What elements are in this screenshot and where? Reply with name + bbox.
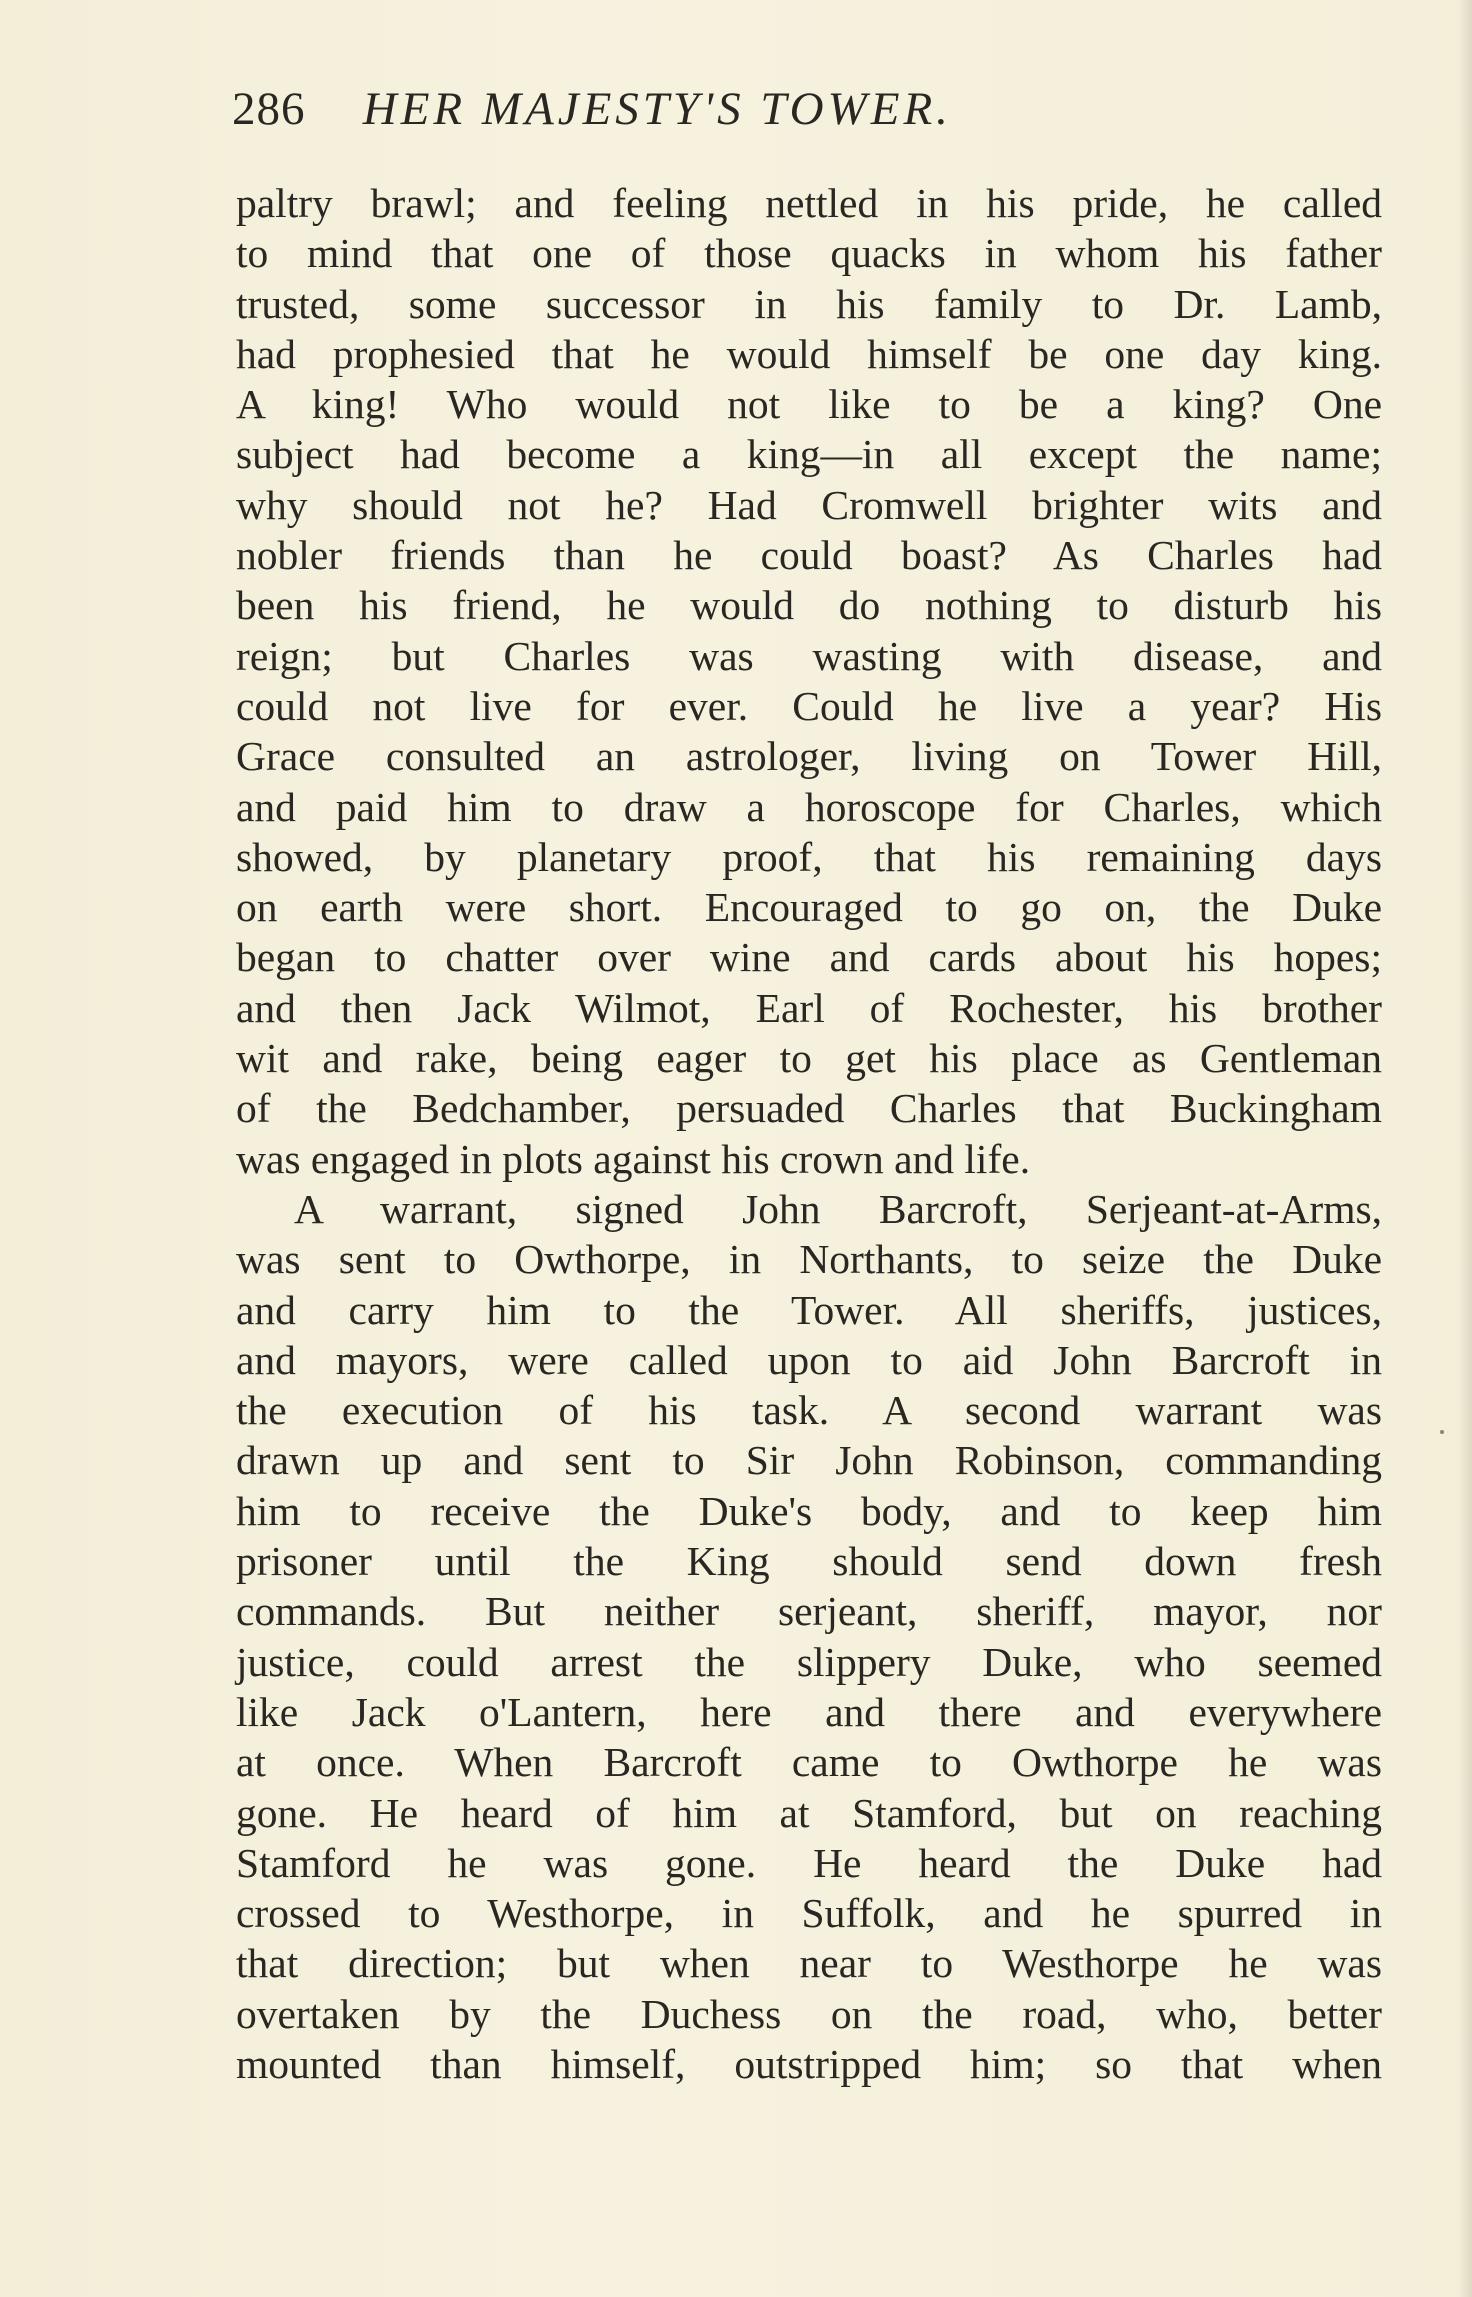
text-line: him to receive the Duke's body, and to keep him — [236, 1487, 1382, 1534]
text-line: been his friend, he would do nothing to disturb his — [236, 582, 1382, 629]
paragraph-end-line: was engaged in plots against his crown and life. — [236, 1135, 1031, 1182]
text-line: to mind that one of those quacks in whom his father — [236, 230, 1382, 277]
text-line: crossed to Westhorpe, in Suffolk, and he spurred in — [236, 1890, 1382, 1937]
running-header — [232, 74, 1382, 144]
text-line: drawn up and sent to Sir John Robinson, commanding — [236, 1437, 1382, 1484]
text-line: showed, by planetary proof, that his remaining days — [236, 833, 1382, 880]
text-line: commands. But neither serjeant, sheriff, mayor, nor — [236, 1588, 1382, 1635]
text-line: the execution of his task. A second warrant was — [236, 1387, 1382, 1434]
page-number: 286 — [232, 83, 306, 135]
text-line: justice, could arrest the slippery Duke, who seemed — [236, 1638, 1382, 1685]
body-text — [236, 178, 1382, 2089]
text-line: Grace consulted an astrologer, living on Tower Hill, — [236, 733, 1382, 780]
paper-speck — [1440, 1430, 1444, 1434]
text-line: prisoner until the King should send down fresh — [236, 1538, 1382, 1585]
text-line: was sent to Owthorpe, in Northants, to seize the Duke — [236, 1236, 1382, 1283]
book-title: HER MAJESTY'S TOWER. — [362, 83, 952, 135]
text-line: wit and rake, being eager to get his place as Gentleman — [236, 1035, 1382, 1082]
text-line: gone. He heard of him at Stamford, but on reaching — [236, 1789, 1382, 1836]
text-line: subject had become a king—in all except the name; — [236, 431, 1382, 478]
paragraph-start-line: A warrant, signed John Barcroft, Serjeant-at-Arms, — [294, 1185, 1382, 1232]
text-line: like Jack o'Lantern, here and there and everywhere — [236, 1688, 1382, 1735]
text-line: had prophesied that he would himself be one day king. — [236, 330, 1382, 377]
text-line: nobler friends than he could boast? As Charles had — [236, 532, 1382, 579]
text-line: A king! Who would not like to be a king? One — [236, 381, 1382, 428]
text-line: began to chatter over wine and cards about his hopes; — [236, 934, 1382, 981]
text-line: and paid him to draw a horoscope for Charles, which — [236, 783, 1382, 830]
text-line: could not live for ever. Could he live a year? His — [236, 682, 1382, 729]
text-line: why should not he? Had Cromwell brighter wits and — [236, 481, 1382, 528]
text-line: trusted, some successor in his family to Dr. Lamb, — [236, 280, 1382, 327]
text-line: that direction; but when near to Westhorpe he was — [236, 1940, 1382, 1987]
text-line: and then Jack Wilmot, Earl of Rochester, his brother — [236, 984, 1382, 1031]
page-edge-shadow — [1458, 0, 1472, 2297]
text-line: Stamford he was gone. He heard the Duke had — [236, 1839, 1382, 1886]
text-line: mounted than himself, outstripped him; so that when — [236, 2040, 1382, 2087]
text-line: and carry him to the Tower. All sheriffs, justices, — [236, 1286, 1382, 1333]
text-line: and mayors, were called upon to aid John Barcroft in — [236, 1336, 1382, 1383]
text-line: at once. When Barcroft came to Owthorpe he was — [236, 1739, 1382, 1786]
text-line: paltry brawl; and feeling nettled in his pride, he called — [236, 180, 1382, 226]
text-line: reign; but Charles was wasting with disease, and — [236, 632, 1382, 679]
text-line: overtaken by the Duchess on the road, who, better — [236, 1990, 1382, 2037]
text-line: of the Bedchamber, persuaded Charles that Buckingham — [236, 1085, 1382, 1132]
text-line: on earth were short. Encouraged to go on, the Duke — [236, 884, 1382, 931]
